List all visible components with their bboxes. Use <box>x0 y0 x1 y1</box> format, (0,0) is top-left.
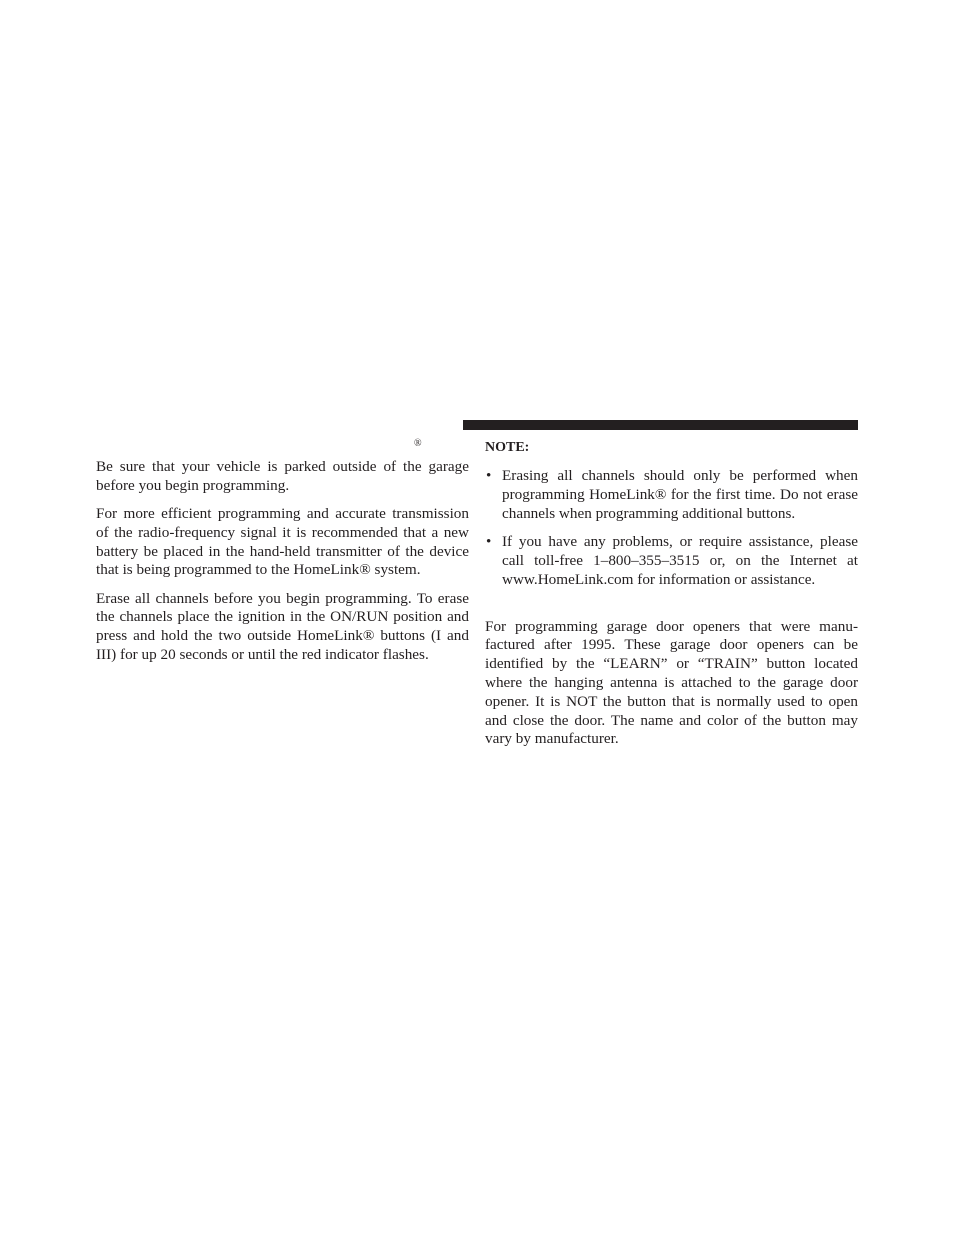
note-item-text: Erasing all channels should only be performed when programming HomeLink® for the first time. Do not erase channels when programming additional buttons. <box>502 467 858 522</box>
right-column <box>485 439 858 759</box>
note-item-text: If you have any problems, or require assistance, please call toll-free 1–800–355–3515 or, on the Internet at www.HomeLink.com for information or assistance. <box>502 532 858 588</box>
heading-gap <box>485 599 858 618</box>
note-label: NOTE: <box>485 440 530 455</box>
section-divider-bar <box>463 420 858 430</box>
bullet-icon: • <box>486 467 492 485</box>
bullet-icon: • <box>486 532 492 550</box>
paragraph-park-outside: Be sure that your vehicle is parked outside of the garage before you begin programming. <box>96 458 469 494</box>
note-item <box>485 533 858 589</box>
paragraph-new-battery: For more efficient programming and accurate transmission of the radio-frequency signal it is recommended that a new battery be placed in the hand-held transmitter of the device that is being programmed to the HomeLink® system. <box>96 504 469 579</box>
note-list <box>485 467 858 589</box>
paragraph-erase-channels: Erase all channels before you begin programming. To erase the channels place the ignition in the ON/RUN position and press and hold the two outside HomeLink® buttons (I and III) for up 20 seconds or until the red indicator flashes. <box>96 589 469 663</box>
paragraph-garage-openers: For programming garage door openers that were manufactured after 1995. These garage door openers can be identified by the “LEARN” or “TRAIN” button located where the hanging antenna is attached to the garage door opener. It is NOT the button that is normally used to open and close the door. The name and color of the button may vary by manufacturer. <box>485 617 858 748</box>
registered-trademark-mark: ® <box>414 438 422 449</box>
left-column <box>96 458 469 674</box>
note-item <box>485 467 858 523</box>
